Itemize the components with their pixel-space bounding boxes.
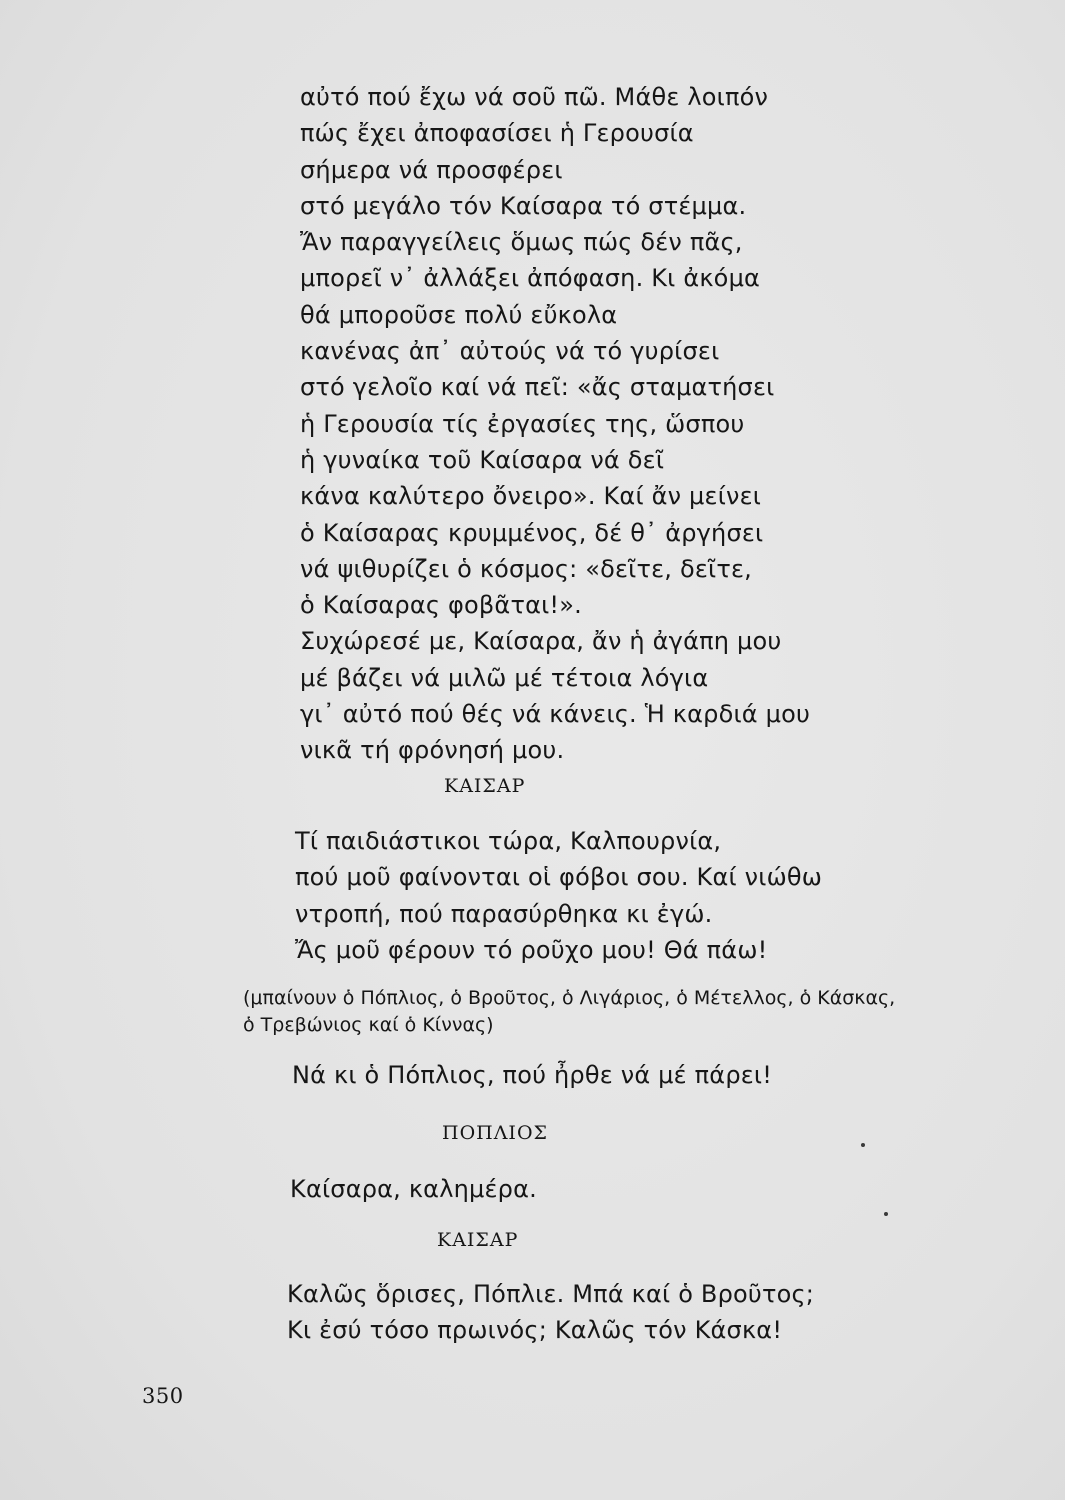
verse-line: Ἄν παραγγείλεις ὅμως πώς δέν πᾶς, bbox=[300, 228, 743, 257]
speaker-name: ΚΑΙΣΑΡ bbox=[444, 775, 526, 797]
verse-block-5 bbox=[287, 1276, 814, 1349]
verse-line: ἡ γυναίκα τοῦ Καίσαρα νά δεῖ bbox=[300, 445, 665, 474]
paper-speck bbox=[884, 1212, 888, 1216]
stage-direction-line: (μπαίνουν ὁ Πόπλιος, ὁ Βροῦτος, ὁ Λιγάριος, ὁ Μέτελλος, ὁ Κάσκας, bbox=[243, 987, 896, 1009]
speaker-name: ΠΟΠΛΙΟΣ bbox=[442, 1122, 548, 1144]
verse-line: σήμερα νά προσφέρει bbox=[300, 155, 563, 184]
verse-line: ντροπή, πού παρασύρθηκα κι ἐγώ. bbox=[295, 899, 713, 928]
verse-block-1 bbox=[300, 79, 810, 769]
verse-line: νικᾶ τή φρόνησή μου. bbox=[300, 736, 565, 765]
verse-line: νά ψιθυρίζει ὁ κόσμος: «δεῖτε, δεῖτε, bbox=[300, 554, 752, 583]
verse-line: Καίσαρα, καλημέρα. bbox=[290, 1175, 537, 1203]
verse-line: γι᾽ αὐτό πού θές νά κάνεις. Ἡ καρδιά μου bbox=[300, 700, 811, 729]
verse-line: ἡ Γερουσία τίς ἐργασίες της, ὥσπου bbox=[300, 409, 745, 438]
page-number: 350 bbox=[142, 1384, 184, 1408]
verse-line: μπορεῖ ν᾽ ἀλλάξει ἀπόφαση. Κι ἀκόμα bbox=[300, 264, 761, 293]
verse-line: αὐτό πού ἔχω νά σοῦ πῶ. Μάθε λοιπόν bbox=[300, 83, 769, 111]
verse-line: Κι ἐσύ τόσο πρωινός; Καλῶς τόν Κάσκα! bbox=[287, 1316, 783, 1345]
speaker-name: ΚΑΙΣΑΡ bbox=[437, 1229, 519, 1251]
verse-line: Ἄς μοῦ φέρουν τό ροῦχο μου! Θά πάω! bbox=[295, 935, 768, 964]
verse-line: Καλῶς ὅρισες, Πόπλιε. Μπά καί ὁ Βροῦτος; bbox=[287, 1280, 815, 1308]
verse-line: κάνα καλύτερο ὄνειρο». Καί ἄν μείνει bbox=[300, 482, 762, 511]
stage-direction bbox=[243, 985, 895, 1039]
verse-line: στό μεγάλο τόν Καίσαρα τό στέμμα. bbox=[300, 191, 747, 220]
verse-line: Νά κι ὁ Πόπλιος, πού ἦρθε νά μέ πάρει! bbox=[292, 1061, 773, 1089]
verse-line: πού μοῦ φαίνονται οἱ φόβοι σου. Καί νιώθω bbox=[295, 863, 823, 892]
verse-block-2 bbox=[295, 823, 822, 968]
verse-line: Συχώρεσέ με, Καίσαρα, ἄν ἡ ἀγάπη μου bbox=[300, 627, 782, 656]
verse-block-4 bbox=[290, 1171, 537, 1207]
paper-speck bbox=[861, 1143, 865, 1147]
verse-block-3 bbox=[292, 1057, 772, 1093]
verse-line: ὁ Καίσαρας φοβᾶται!». bbox=[300, 591, 582, 620]
verse-line: στό γελοῖο καί νά πεῖ: «ἄς σταματήσει bbox=[300, 373, 775, 402]
stage-direction-line: ὁ Τρεβώνιος καί ὁ Κίννας) bbox=[243, 1014, 494, 1036]
verse-line: μέ βάζει νά μιλῶ μέ τέτοια λόγια bbox=[300, 663, 709, 692]
verse-line: ὁ Καίσαρας κρυμμένος, δέ θ᾽ ἀργήσει bbox=[300, 518, 764, 547]
verse-line: θά μποροῦσε πολύ εὔκολα bbox=[300, 300, 618, 329]
verse-line: πώς ἔχει ἀποφασίσει ἡ Γερουσία bbox=[300, 119, 694, 148]
verse-line: Τί παιδιάστικοι τώρα, Καλπουρνία, bbox=[295, 827, 722, 855]
verse-line: κανένας ἀπ᾽ αὐτούς νά τό γυρίσει bbox=[300, 337, 720, 366]
